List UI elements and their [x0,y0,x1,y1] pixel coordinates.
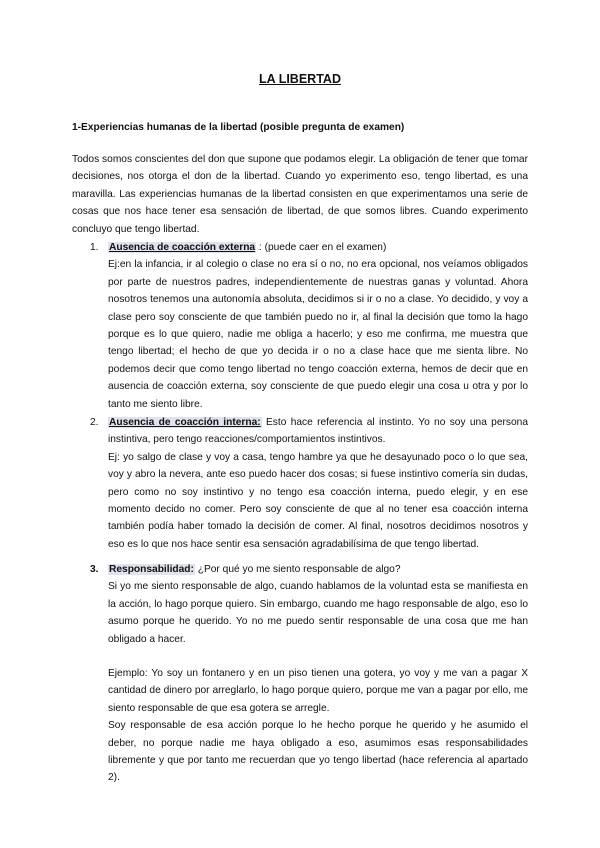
intro-paragraph: Todos somos conscientes del don que supone que podamos elegir. La obligación de tener que tomar decisiones, nos otorga el don de la libertad. Cuando yo experimento eso, tengo libertad, es una maravilla. Las experiencias humanas de la libertad consisten en que experimentamos una serie de cosas que nos hace tener esa sensación de libertad, de que somos libres. Cuando experimento concluyo que tengo libertad. [72,154,528,235]
item-label: Ausencia de coacción externa [109,242,256,253]
item-closing: Soy responsable de esa acción porque lo he hecho porque he querido y he asumido el deber, no porque nadie me haya obligado a eso, asumimos esas responsabilidades libremente y que por tanto me recuerdan que yo tengo libertad (hace referencia al apartado 2). [108,720,528,784]
section-heading: 1-Experiencias humanas de la libertad (posible pregunta de examen) [72,122,405,133]
list-number: 2. [90,417,99,428]
list-item-3 [90,561,528,787]
paragraph-gap [108,648,528,665]
item-heading [108,239,528,256]
item-text: Ej: yo salgo de clase y voy a casa, tengo hambre ya que he desayunado poco o lo que sea, voy y abro la nevera, ante eso puedo hacer dos cosas; si fuese instintivo comería sin dudas, pero como no soy instintivo y no tengo esa coacción interna, puedo elegir, y en ese momento decido no comer. Pero soy consciente de que al no tener esa coacción interna también podía haber tomado la decisión de comer. Al final, nosotros decidimos nosotros y eso es lo que nos hace sentir esa sensación agradabilísima de que tengo libertad. [108,451,528,550]
item-text: Ej:en la infancia, ir al colegio o clase no era sí o no, no era opcional, nos veíamos obligados por parte de nuestros padres, independientemente de nuestras ganas y voluntad. Ahora nosotros tenemos una autonomía absoluta, decidimos si ir o no a clase. Yo decidido, y voy a clase pero soy consciente de que también puedo no ir, al final la decisión que tomo la hago porque es lo que quiero, nadie me obliga a hacerlo; y eso me confirma, me muestra que tengo libertad; el hecho de que yo decida ir o no a clase hace que me sienta libre. No podemos decir que como tengo libertad no tengo coacción externa, hemos de decir que en ausencia de coacción externa, soy consciente de que puedo elegir una cosa u otra y por lo tanto me siento libre. [108,259,528,410]
item-label-suffix: Esto hace referencia al instinto. Yo no soy una persona instintiva, pero tengo reacciones/comportamientos instintivos. [108,417,528,446]
item-label-suffix: : (puede caer en el examen) [256,242,387,253]
list-item-1 [90,239,528,413]
item-label: Responsabilidad: [109,564,194,575]
item-text: Si yo me siento responsable de algo, cuando hablamos de la voluntad esta se manifiesta en la acción, lo hago porque quiero. Sin embargo, cuando me hago responsable de algo, eso lo asumo porque he querido. Yo no me puedo sentir responsable de una cosa que me han obligado a hacer. [108,581,528,645]
list-number: 3. [90,564,99,575]
item-heading [108,561,528,578]
item-example: Ejemplo: Yo soy un fontanero y en un piso tienen una gotera, yo voy y me van a pagar X cantidad de dinero por arreglarlo, lo hago porque quiero, porque me van a pagar por ello, me siento responsable de que esa gotera se arregle. [108,668,528,714]
page-title: LA LIBERTAD [259,72,341,86]
item-label-suffix: ¿Por qué yo me siento responsable de algo? [194,564,401,575]
list-item-2 [90,414,528,553]
item-heading [108,414,528,449]
item-label: Ausencia de coacción interna: [109,417,261,428]
list-number: 1. [90,242,99,253]
